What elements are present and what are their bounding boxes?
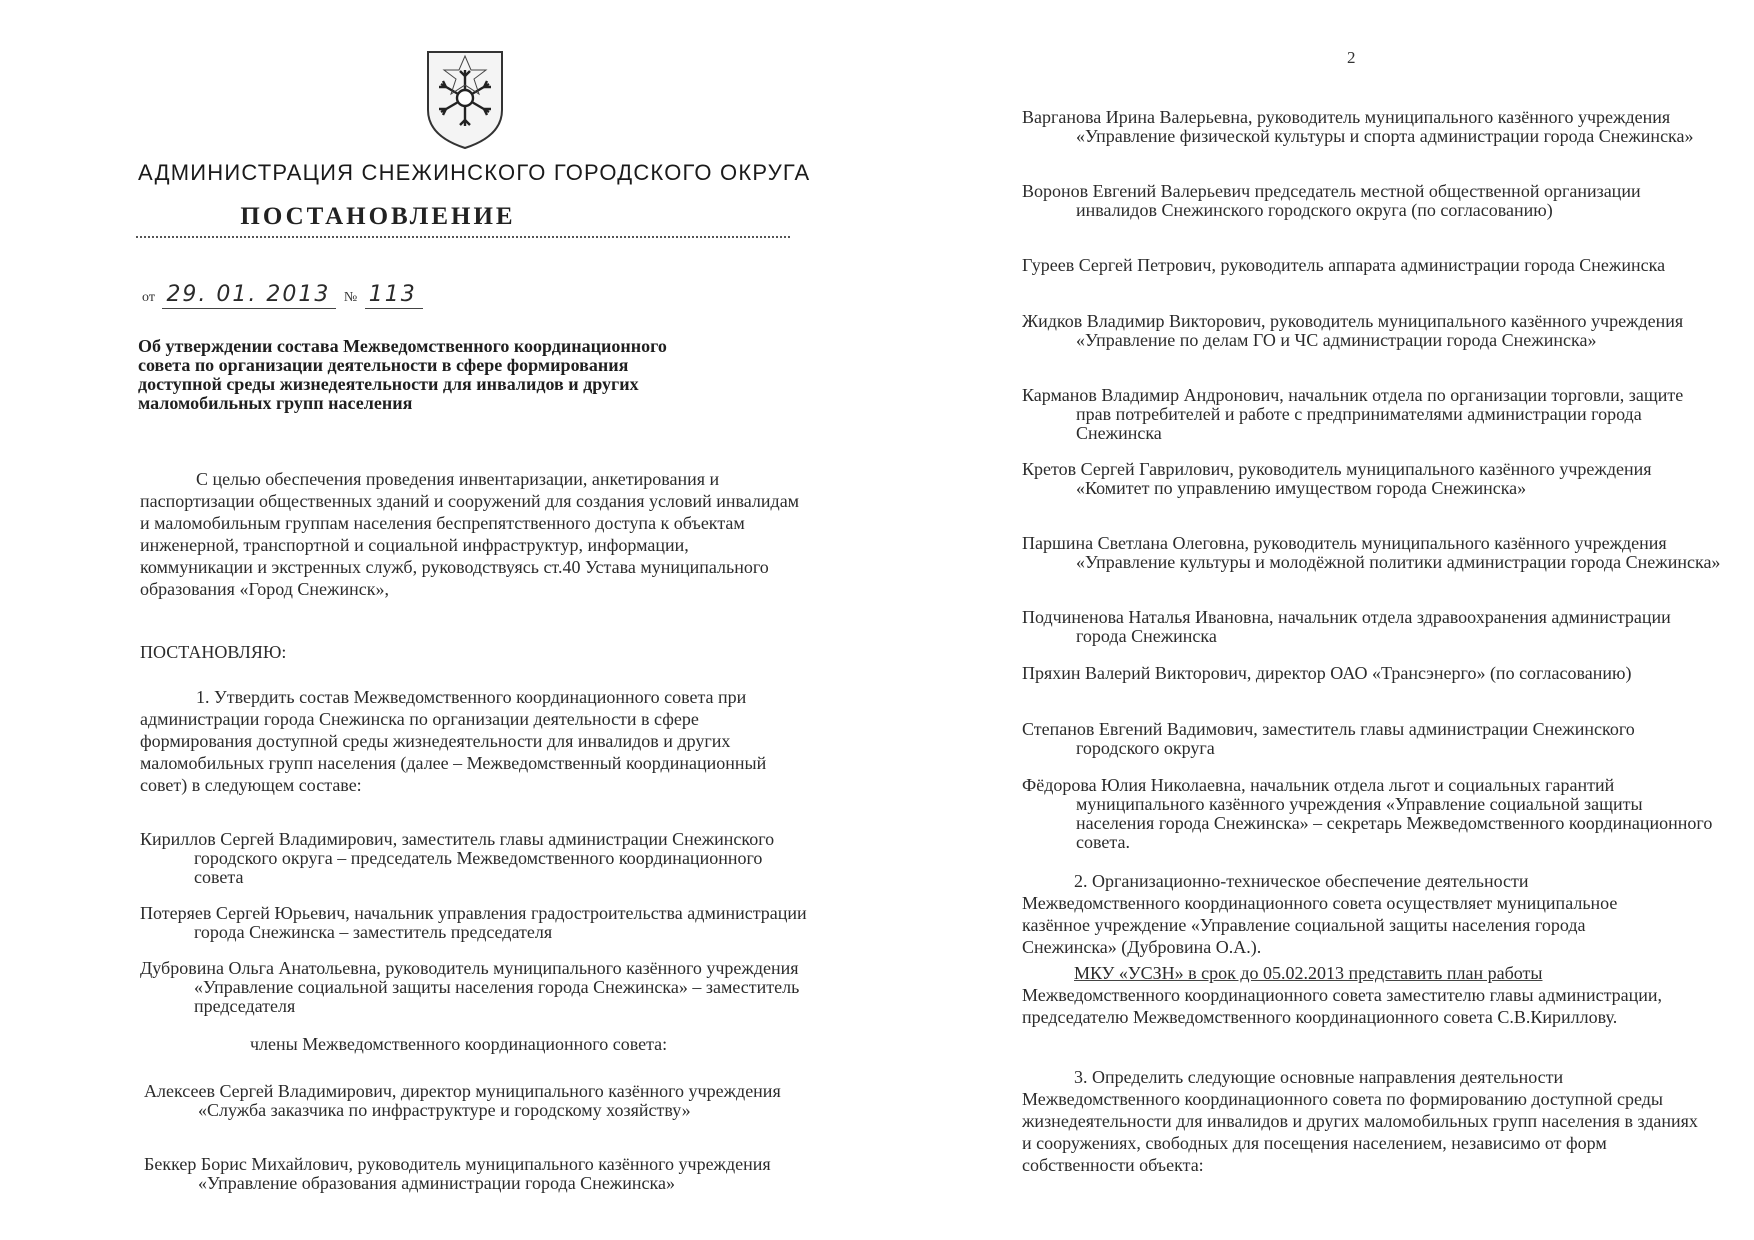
document-number: 113: [365, 282, 423, 309]
item-2-handwritten-underlined: [1074, 962, 1694, 984]
intro-paragraph: С целью обеспечения проведения инвентаризации, анкетирования и паспортизации общественных зданий и сооружений для создания условий инвалидам и маломобильным группам населения беспрепятственного доступа к объектам инженерной, транспортной и социальной инфраструктур, информации, коммуникации и экстренных служб, руководствуясь ст.40 Устава муниципального образования «Город Снежинск»,: [140, 469, 800, 599]
item-1-paragraph: 1. Утвердить состав Межведомственного координационного совета при администрации города Снежинска по организации деятельности в сфере формирования доступной среды жизнедеятельности для инвалидов и других маломобильных групп населения (далее – Межведомственный координационный совет) в следующем составе:: [140, 687, 767, 795]
member-entry: Жидков Владимир Викторович, руководитель муниципального казённого учреждения «Управление по делам ГО и ЧС администрации города Снежинска»: [1022, 311, 1684, 350]
member-entry: Кириллов Сергей Владимирович, заместитель главы администрации Снежинского городского округа – председатель Межведомственного координационного совета: [140, 829, 775, 887]
document-date: 29. 01. 2013: [162, 282, 336, 309]
organization-title: АДМИНИСТРАЦИЯ СНЕЖИНСКОГО ГОРОДСКОГО ОКРУГА: [138, 160, 811, 185]
decree-heading: ПОСТАНОВЛЯЮ:: [140, 642, 287, 662]
member-entry: Пряхин Валерий Викторович, директор ОАО «Трансэнерго» (по согласованию): [1022, 663, 1632, 683]
item-2-deadline-text: МКУ «УСЗН» в срок до 05.02.2013 представить план работы: [1074, 963, 1543, 983]
member-entry: Степанов Евгений Вадимович, заместитель главы администрации Снежинского городского округа: [1022, 719, 1635, 758]
member-entry: Дубровина Ольга Анатольевна, руководитель муниципального казённого учреждения «Управление социальной защиты населения города Снежинска» – заместитель председателя: [140, 958, 800, 1016]
document-date-line: [138, 282, 423, 307]
member-entry: Подчиненова Наталья Ивановна, начальник отдела здравоохранения администрации города Снежинска: [1022, 607, 1671, 646]
date-prefix: от: [142, 290, 155, 305]
document-kind: ПОСТАНОВЛЕНИЕ: [240, 203, 516, 230]
item-3-paragraph: 3. Определить следующие основные направления деятельности Межведомственного координационного совета по формированию доступной среды жизнедеятельности для инвалидов и других маломобильных групп населения в зданиях и сооружениях, свободных для посещения населением, независимо от форм собственности объекта:: [1022, 1067, 1698, 1175]
member-entry: Фёдорова Юлия Николаевна, начальник отдела льгот и социальных гарантий муниципального казённого учреждения «Управление социальной защиты населения города Снежинска» – секретарь Межведомственного координационного совета.: [1022, 775, 1713, 852]
member-entry: Варганова Ирина Валерьевна, руководитель муниципального казённого учреждения «Управление физической культуры и спорта администрации города Снежинска»: [1022, 107, 1694, 146]
page-number: 2: [1347, 48, 1356, 67]
member-entry: Паршина Светлана Олеговна, руководитель муниципального казённого учреждения «Управление культуры и молодёжной политики администрации города Снежинска»: [1022, 533, 1721, 572]
header-divider: [136, 236, 790, 238]
member-entry: Воронов Евгений Валерьевич председатель местной общественной организации инвалидов Снежинского городского округа (по согласованию): [1022, 181, 1641, 220]
member-entry: Карманов Владимир Андронович, начальник отдела по организации торговли, защите прав потребителей и работе с предпринимателями администрации города Снежинска: [1022, 385, 1684, 443]
member-entry: Потеряев Сергей Юрьевич, начальник управления градостроительства администрации города Снежинска – заместитель председателя: [140, 903, 807, 942]
member-entry: Алексеев Сергей Владимирович, директор муниципального казённого учреждения «Служба заказчика по инфраструктуре и городскому хозяйству»: [144, 1081, 781, 1120]
number-label: №: [343, 290, 358, 305]
item-2-paragraph: 2. Организационно-техническое обеспечение деятельности Межведомственного координационного совета осуществляет муниципальное казённое учреждение «Управление социальной защиты населения города Снежинска» (Дубровина О.А.).: [1022, 871, 1618, 957]
member-entry: Беккер Борис Михайлович, руководитель муниципального казённого учреждения «Управление образования администрации города Снежинска»: [144, 1154, 771, 1193]
member-entry: Гуреев Сергей Петрович, руководитель аппарата администрации города Снежинска: [1022, 255, 1666, 275]
item-2-continuation: Межведомственного координационного совета заместителю главы администрации, председателю Межведомственного координационного совета С.В.Кириллову.: [1022, 985, 1663, 1027]
coat-of-arms-emblem: [424, 48, 506, 152]
members-subheading: члены Межведомственного координационного совета:: [250, 1034, 668, 1054]
document-subject: Об утверждении состава Межведомственного координационного совета по организации деятельности в сфере формирования доступной среды жизнедеятельности для инвалидов и других маломобильных групп населения: [138, 336, 667, 413]
member-entry: Кретов Сергей Гаврилович, руководитель муниципального казённого учреждения «Комитет по управлению имуществом города Снежинска»: [1022, 459, 1652, 498]
